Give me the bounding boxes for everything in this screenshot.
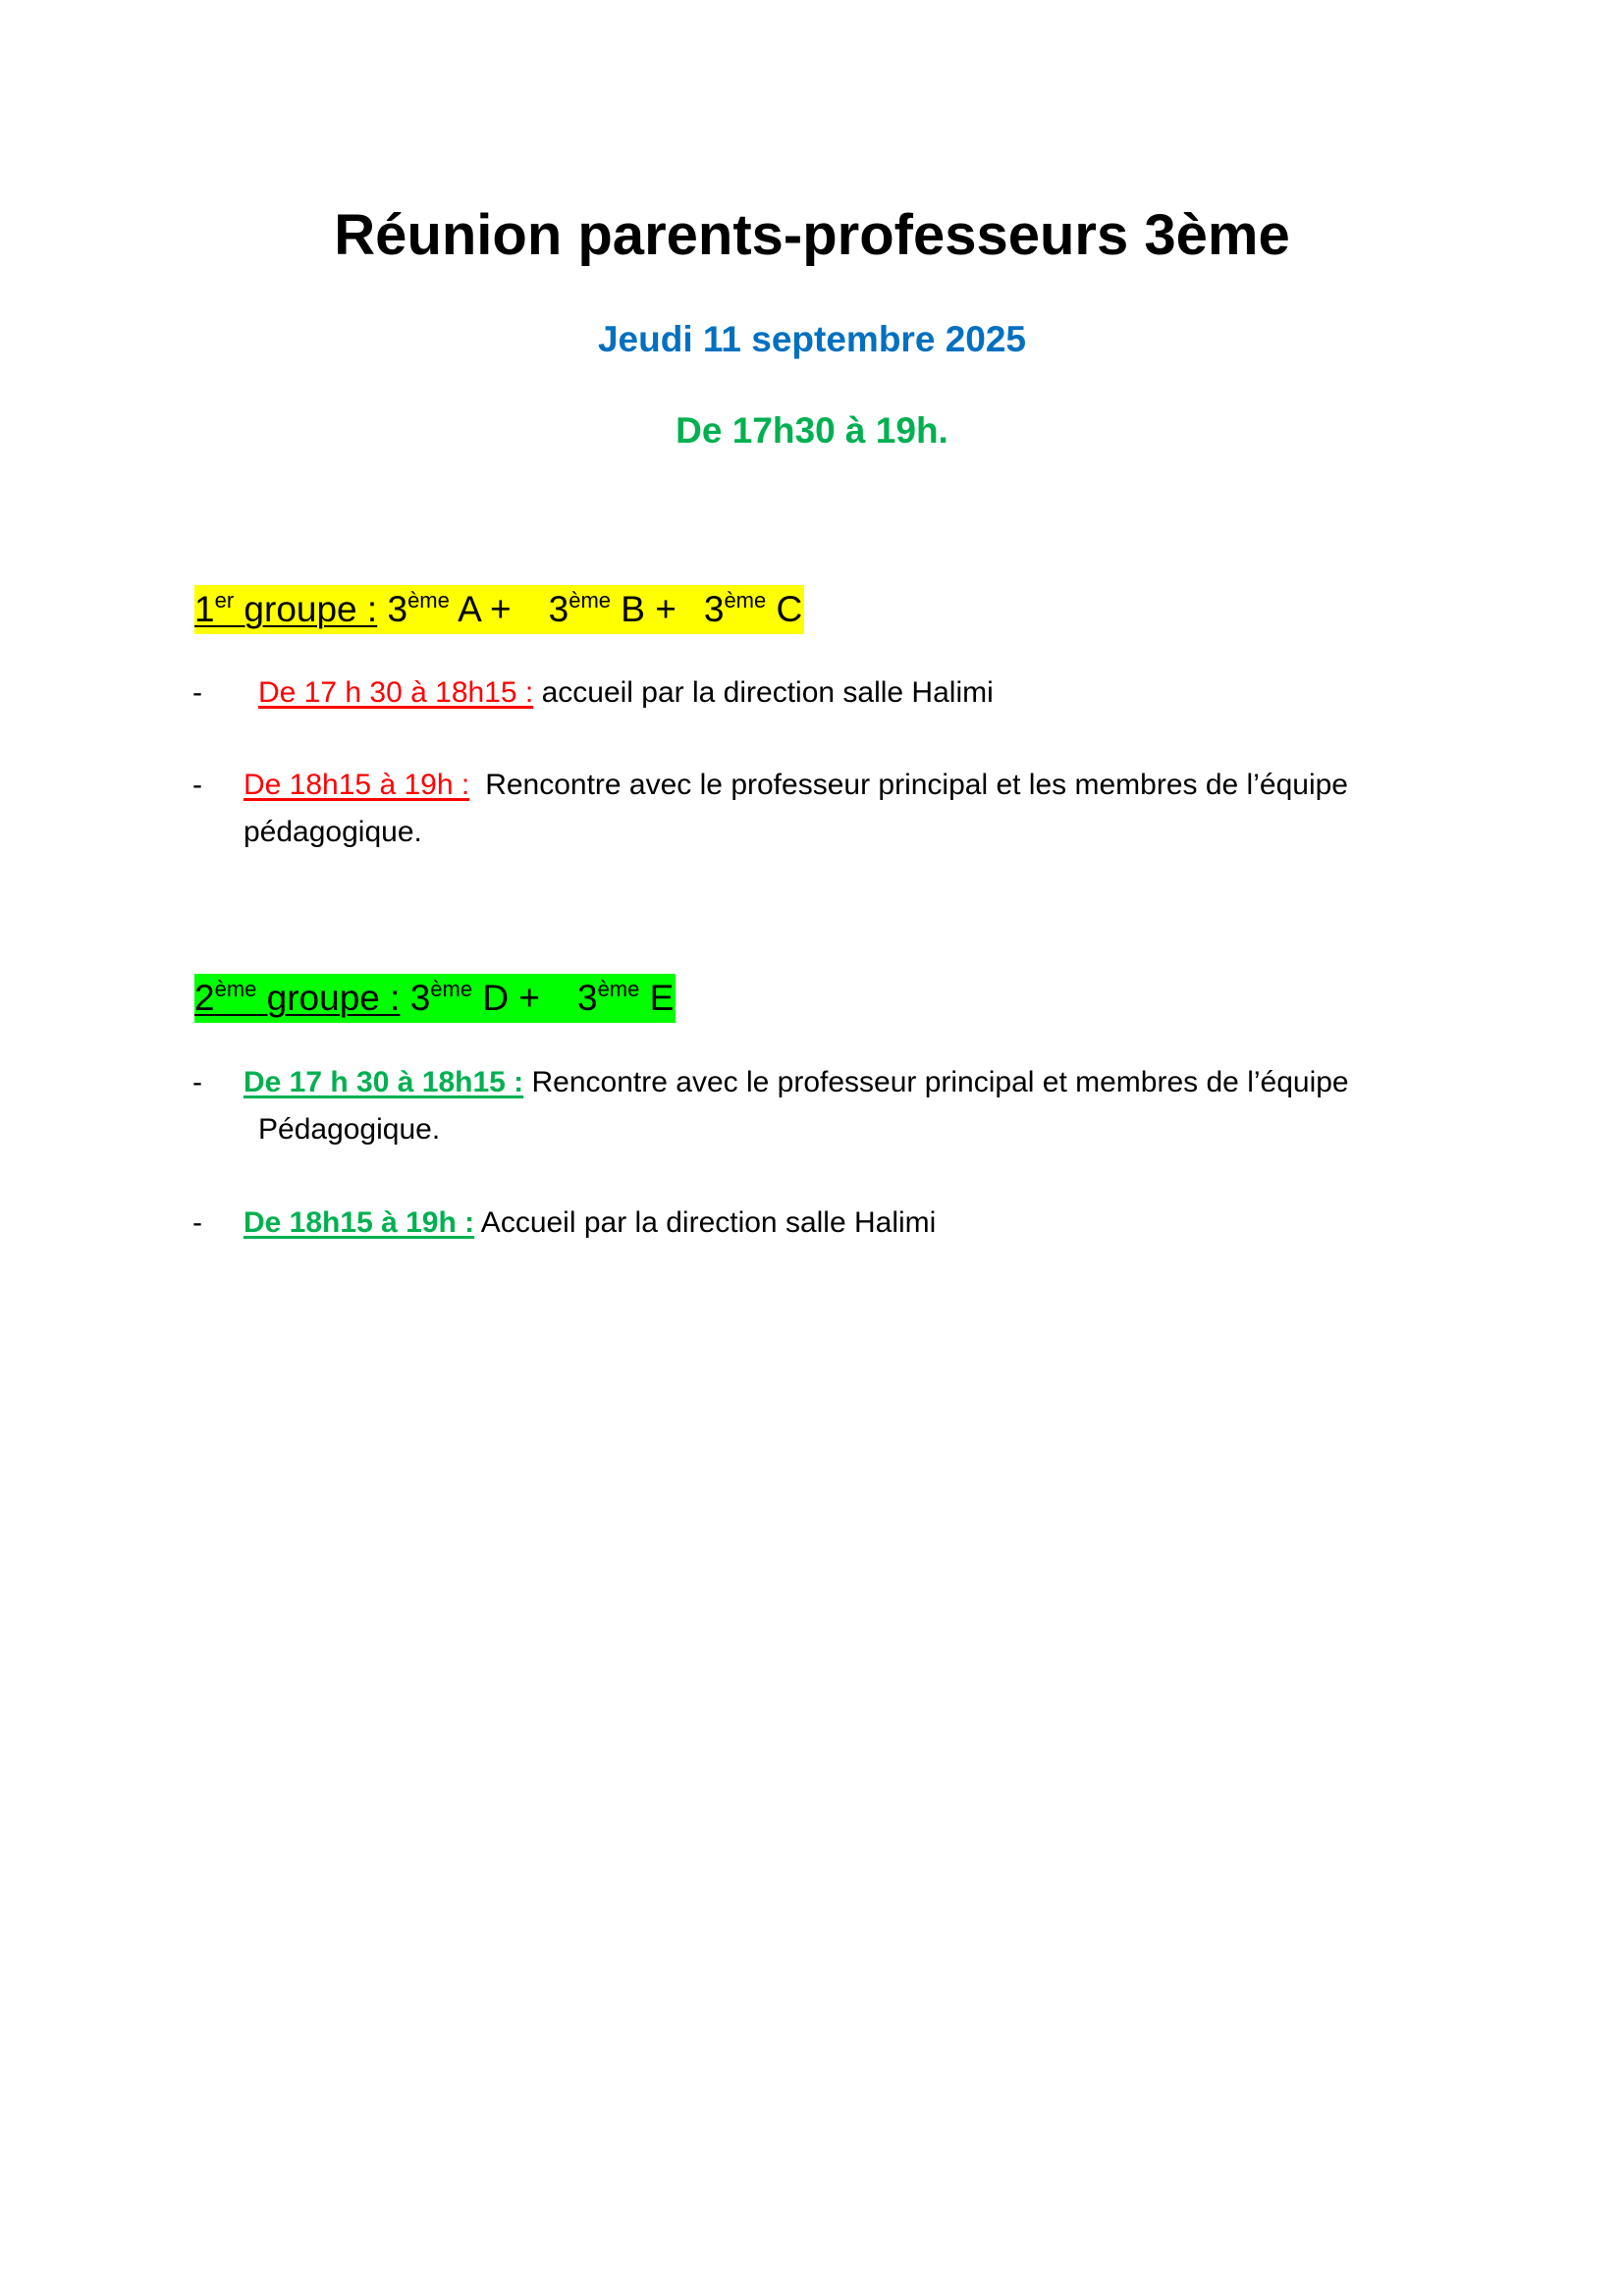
- class-3d: 3ème D +: [409, 977, 540, 1018]
- group-1-heading: [194, 585, 804, 634]
- group-1-item-2-text-cont: pédagogique.: [244, 816, 422, 848]
- class-3a: 3ème A +: [387, 588, 512, 629]
- group-1-item-2-text: Rencontre avec le professeur principal et les membres de l’équipe: [485, 769, 1348, 801]
- group-2-label: 2ème groupe :: [194, 977, 401, 1018]
- class-3e: 3ème E: [576, 977, 675, 1018]
- group-1-item-1-time: De 17 h 30 à 18h15 :: [258, 676, 534, 709]
- group-1-item-1-text: accueil par la direction salle Halimi: [533, 676, 994, 709]
- group-1-item-2-time: De 18h15 à 19h :: [244, 769, 470, 801]
- group-1-item-1: - De 17 h 30 à 18h15 : accueil par la direction salle Halimi: [192, 676, 994, 709]
- class-3b: 3ème B +: [548, 588, 677, 629]
- group-2-item-2: - De 18h15 à 19h : Accueil par la direction salle Halimi: [192, 1206, 937, 1239]
- group-2-heading: [194, 974, 676, 1023]
- meeting-hours: De 17h30 à 19h.: [676, 410, 948, 451]
- group-2-item-1-text: Rencontre avec le professeur principal et membres de l’équipe: [523, 1066, 1349, 1098]
- class-3c: 3ème C: [703, 588, 803, 629]
- group-1-label: 1er groupe :: [194, 588, 378, 629]
- meeting-date: Jeudi 11 septembre 2025: [597, 319, 1027, 359]
- document-title: Réunion parents-professeurs 3ème: [334, 203, 1290, 267]
- group-1-item-2: - De 18h15 à 19h : Rencontre avec le professeur principal et les membres de l’équipe pédagogique.: [192, 769, 1348, 848]
- group-2-item-1: - De 17 h 30 à 18h15 : Rencontre avec le professeur principal et membres de l’équipe Pédagogique.: [192, 1066, 1349, 1146]
- group-2-item-1-text-cont: Pédagogique.: [258, 1113, 441, 1146]
- group-2-item-2-text: Accueil par la direction salle Halimi: [474, 1206, 937, 1239]
- group-2-item-2-time: De 18h15 à 19h :: [244, 1206, 475, 1239]
- group-2-item-1-time: De 17 h 30 à 18h15 :: [244, 1066, 524, 1098]
